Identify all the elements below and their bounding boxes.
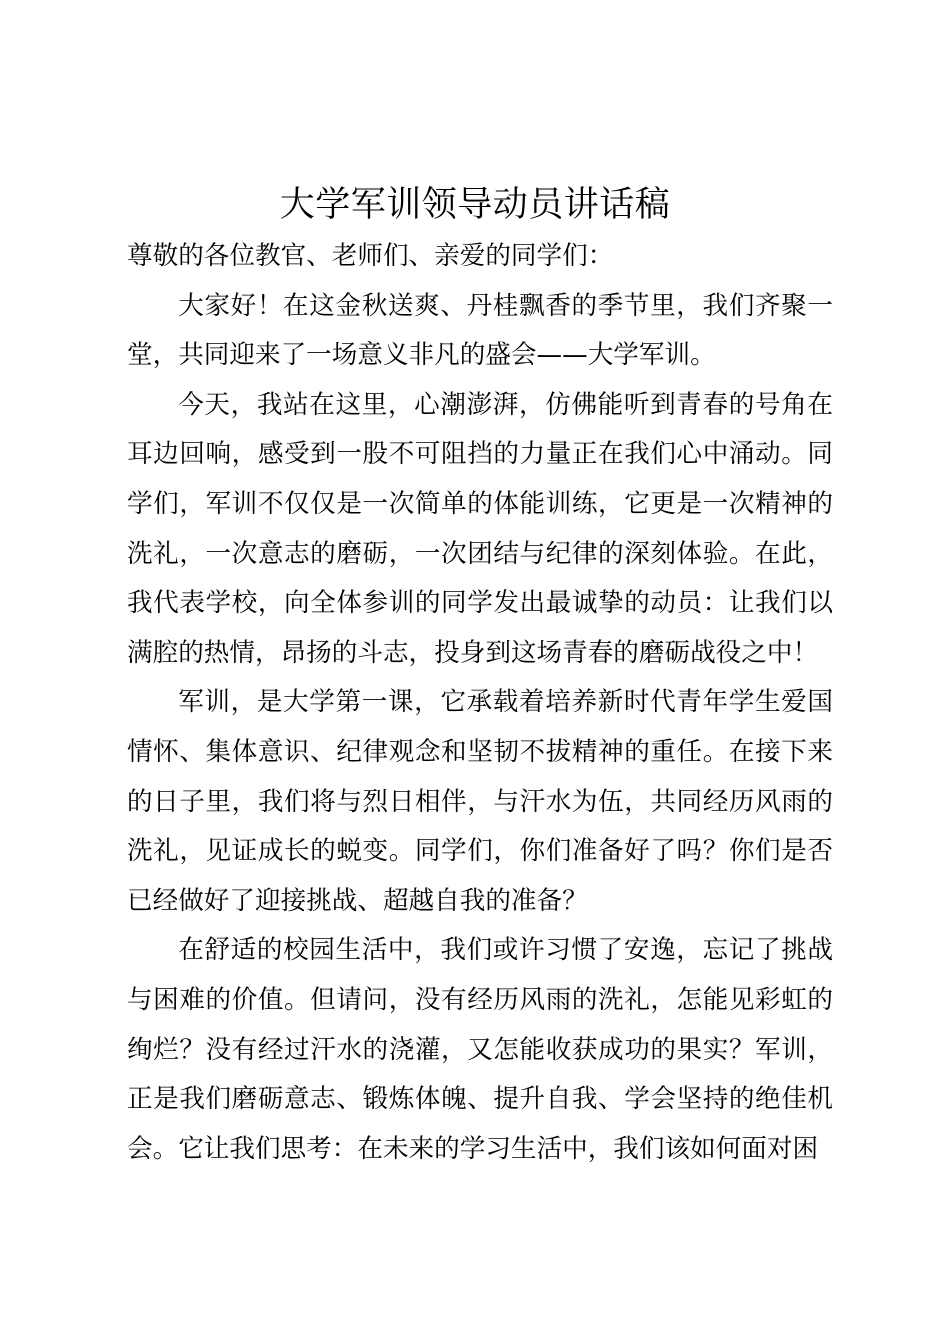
paragraph-3: 军训，是大学第一课，它承载着培养新时代青年学生爱国情怀、集体意识、纪律观念和坚韧不拔精神的重任。在接下来的日子里，我们将与烈日相伴，与汗水为伍，共同经历风雨的洗礼，见证成长的蜕变。同学们，你们准备好了吗？你们是否已经做好了迎接挑战、超越自我的准备？ bbox=[127, 687, 833, 916]
salutation: 尊敬的各位教官、老师们、亲爱的同学们： bbox=[127, 241, 614, 271]
paragraph-4: 在舒适的校园生活中，我们或许习惯了安逸，忘记了挑战与困难的价值。但请问，没有经历风雨的洗礼，怎能见彩虹的绚烂？没有经过汗水的浇灌，又怎能收获成功的果实？军训，正是我们磨砺意志、锻炼体魄、提升自我、学会坚持的绝佳机会。它让我们思考：在未来的学习生活中，我们该如何面对困 bbox=[127, 935, 833, 1164]
paragraph-2: 今天，我站在这里，心潮澎湃，仿佛能听到青春的号角在耳边回响，感受到一股不可阻挡的力量正在我们心中涌动。同学们，军训不仅仅是一次简单的体能训练，它更是一次精神的洗礼，一次意志的磨砺，一次团结与纪律的深刻体验。在此，我代表学校，向全体参训的同学发出最诚挚的动员：让我们以满腔的热情，昂扬的斗志，投身到这场青春的磨砺战役之中！ bbox=[127, 389, 833, 668]
paragraph-1: 大家好！在这金秋送爽、丹桂飘香的季节里，我们齐聚一堂，共同迎来了一场意义非凡的盛会——大学军训。 bbox=[127, 290, 833, 371]
document-title: 大学军训领导动员讲话稿 bbox=[279, 185, 671, 225]
document-body bbox=[127, 232, 833, 1174]
